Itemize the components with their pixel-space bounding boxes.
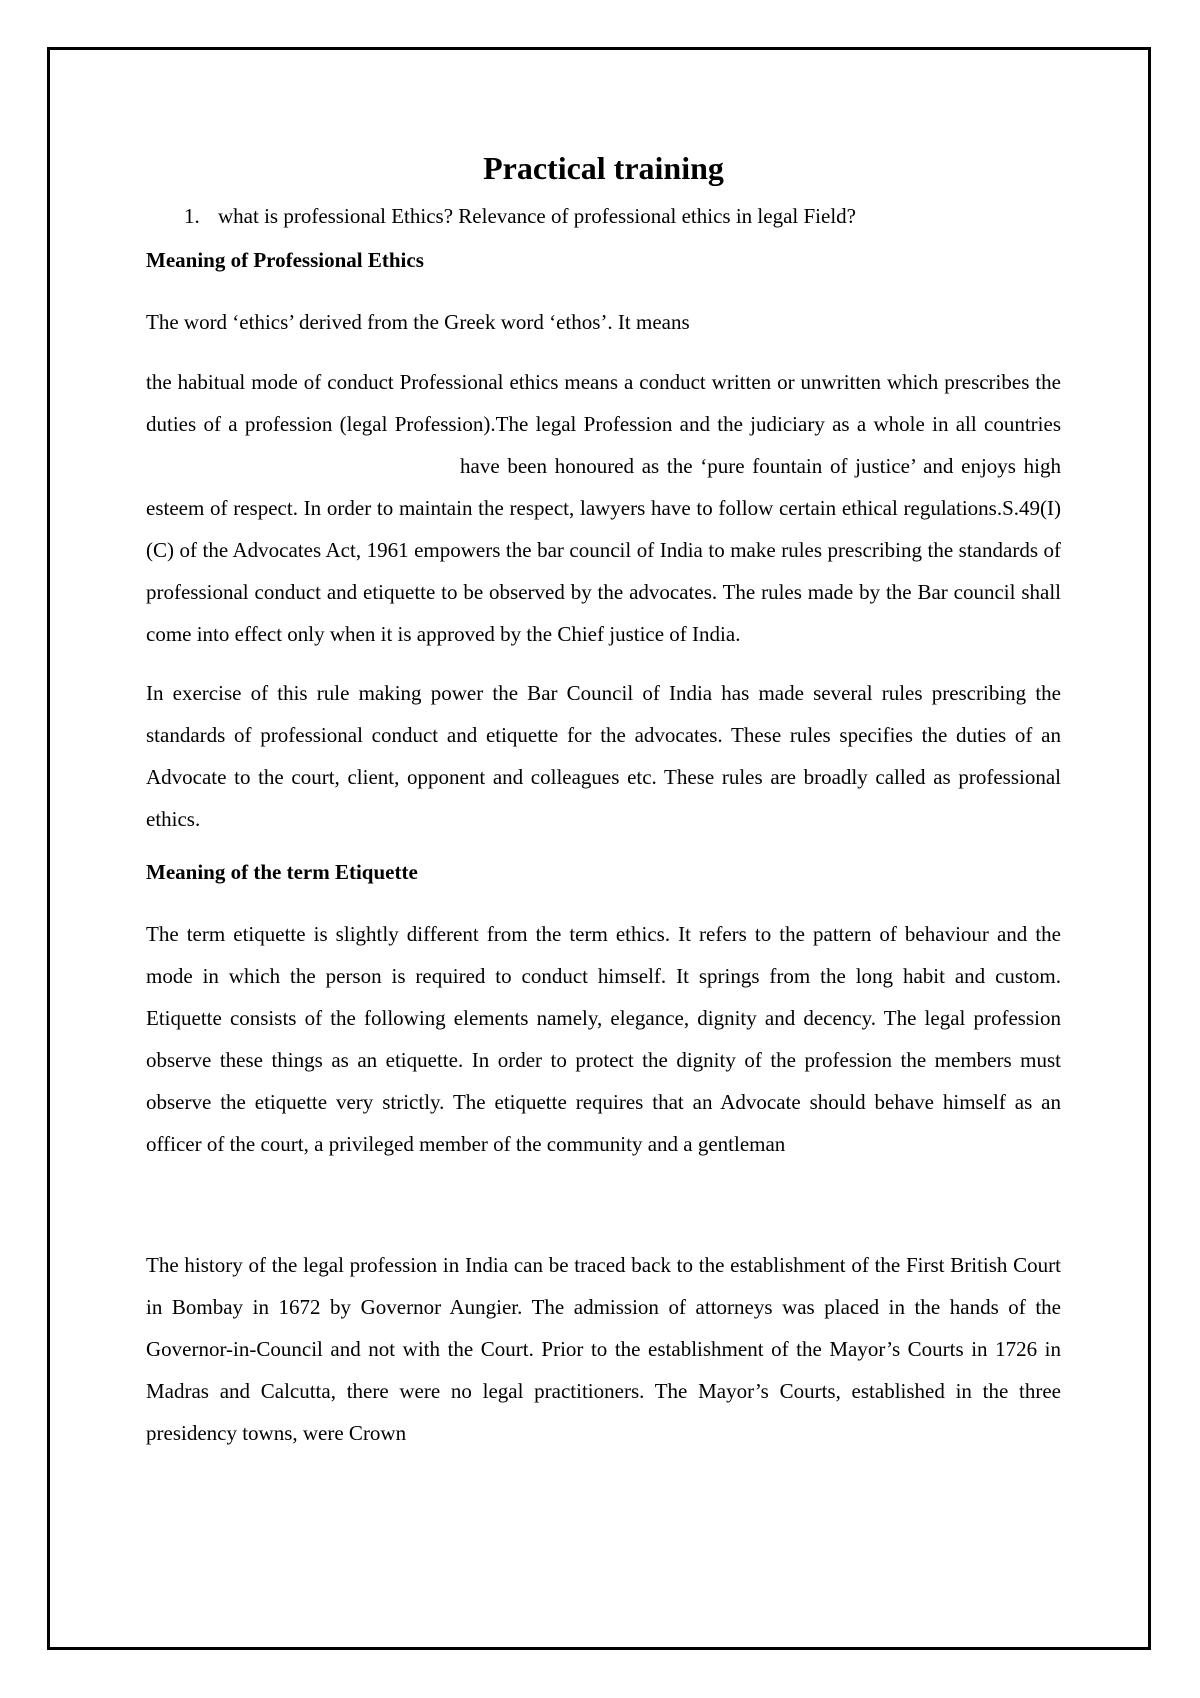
document-body [146, 138, 1061, 1471]
paragraph-professional-ethics-definition [146, 361, 1061, 655]
section-heading-etiquette: Meaning of the term Etiquette [146, 860, 418, 884]
paragraph-bar-council-rules: In exercise of this rule making power the Bar Council of India has made several rules prescribing the standards of professional conduct and etiquette for the advocates. These rules specifies the duties of an Advocate to the court, client, opponent and colleagues etc. These rules are broadly called as professional ethics. [146, 681, 1061, 831]
question-text: what is professional Ethics? Relevance of professional ethics in legal Field? [218, 204, 856, 228]
section-heading-professional-ethics: Meaning of Professional Ethics [146, 248, 424, 272]
paragraph-ethics-origin: The word ‘ethics’ derived from the Greek word ‘ethos’. It means [146, 310, 690, 334]
question-number: 1. [184, 204, 200, 228]
paragraph-legal-profession-history: The history of the legal profession in India can be traced back to the establishment of the First British Court in Bombay in 1672 by Governor Aungier. The admission of attorneys was placed in the hands of the Governor-in-Council and not with the Court. Prior to the establishment of the Mayor’s Courts in 1726 in Madras and Calcutta, there were no legal practitioners. The Mayor’s Courts, established in the three presidency towns, were Crown [146, 1253, 1061, 1445]
paragraph-text-part2: have been honoured as the ‘pure fountain of justice’ and enjoys high esteem of respect. In order to maintain the respect, lawyers have to follow certain ethical regulations.S.49(I) (C) of the Advocates Act, 1961 empowers the bar council of India to make rules prescribing the standards of professional conduct and etiquette to be observed by the advocates. The rules made by the Bar council shall come into effect only when it is approved by the Chief justice of India. [146, 454, 1061, 646]
paragraph-text-part1: the habitual mode of conduct Professional ethics means a conduct written or unwritten which prescribes the duties of a profession (legal Profession).The legal Profession and the judiciary as a whole in all countries [146, 370, 1061, 436]
paragraph-etiquette-definition: The term etiquette is slightly different from the term ethics. It refers to the pattern of behaviour and the mode in which the person is required to conduct himself. It springs from the long habit and custom. Etiquette consists of the following elements namely, elegance, dignity and decency. The legal profession observe these things as an etiquette. In order to protect the dignity of the profession the members must observe the etiquette very strictly. The etiquette requires that an Advocate should behave himself as an officer of the court, a privileged member of the community and a gentleman [146, 922, 1061, 1156]
document-title: Practical training [483, 150, 724, 186]
question-item [184, 202, 1061, 230]
